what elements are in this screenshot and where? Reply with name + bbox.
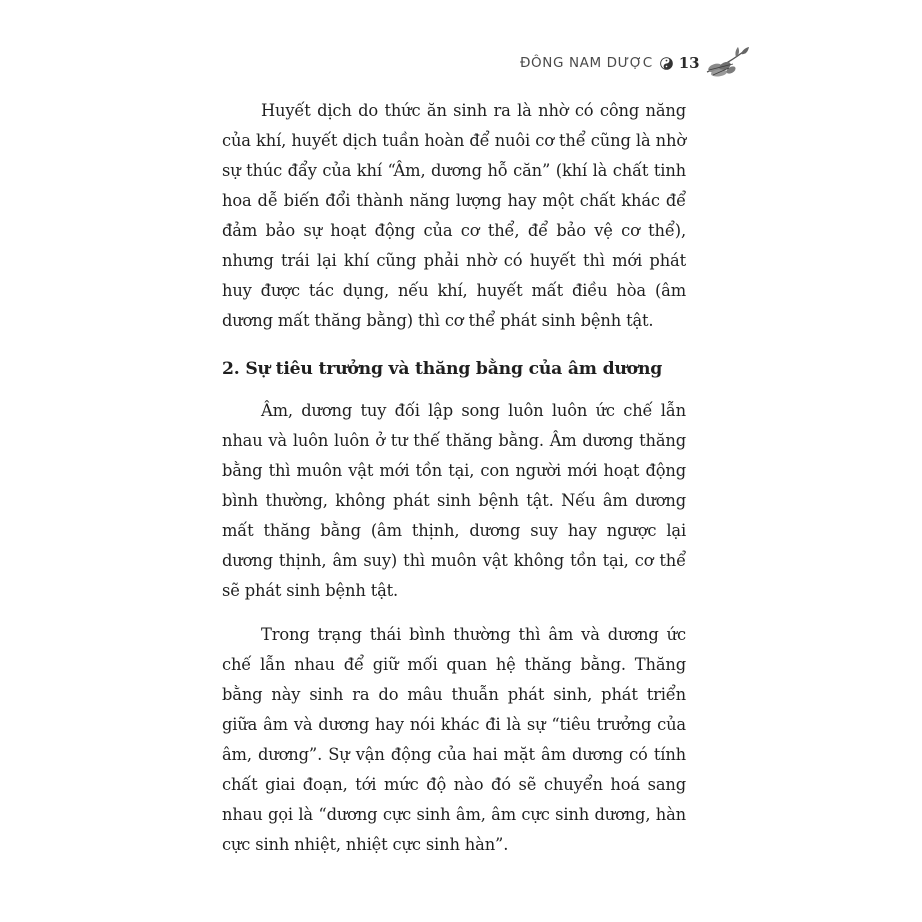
- page-number: 13: [678, 54, 700, 72]
- page-body: [222, 96, 686, 860]
- running-header: [520, 46, 751, 80]
- herb-branch-icon: [703, 46, 751, 80]
- body-paragraph-1: Huyết dịch do thức ăn sinh ra là nhờ có công năng của khí, huyết dịch tuần hoàn để nuôi cơ thể cũng là nhờ sự thúc đẩy của khí “Âm, dương hỗ căn” (khí là chất tinh hoa dễ biến đổi thành năng lượng hay một chất khác để đảm bảo sự hoạt động của cơ thể, để bảo vệ cơ thể), nhưng trái lại khí cũng phải nhờ có huyết thì mới phát huy được tác dụng, nếu khí, huyết mất điều hòa (âm dương mất thăng bằng) thì cơ thể phát sinh bệnh tật.: [222, 101, 686, 330]
- yin-yang-icon: [660, 57, 673, 70]
- body-paragraph-3: Trong trạng thái bình thường thì âm và dương ức chế lẫn nhau để giữ mối quan hệ thăng bằng. Thăng bằng này sinh ra do mâu thuẫn phát sinh, phát triển giữa âm và dương hay nói khác đi là sự “tiêu trưởng của âm, dương”. Sự vận động của hai mặt âm dương có tính chất giai đoạn, tới mức độ nào đó sẽ chuyển hoá sang nhau gọi là “dương cực sinh âm, âm cực sinh dương, hàn cực sinh nhiệt, nhiệt cực sinh hàn”.: [222, 625, 686, 854]
- section-heading: 2. Sự tiêu trưởng và thăng bằng của âm dương: [222, 359, 663, 379]
- body-paragraph-2: Âm, dương tuy đối lập song luôn luôn ức chế lẫn nhau và luôn luôn ở tư thế thăng bằng. Âm dương thăng bằng thì muôn vật mới tồn tại, con người mới hoạt động bình thường, không phát sinh bệnh tật. Nếu âm dương mất thăng bằng (âm thịnh, dương suy hay ngược lại dương thịnh, âm suy) thì muôn vật không tồn tại, cơ thể sẽ phát sinh bệnh tật.: [222, 401, 686, 600]
- running-title: ĐÔNG NAM DƯỢC: [520, 55, 653, 71]
